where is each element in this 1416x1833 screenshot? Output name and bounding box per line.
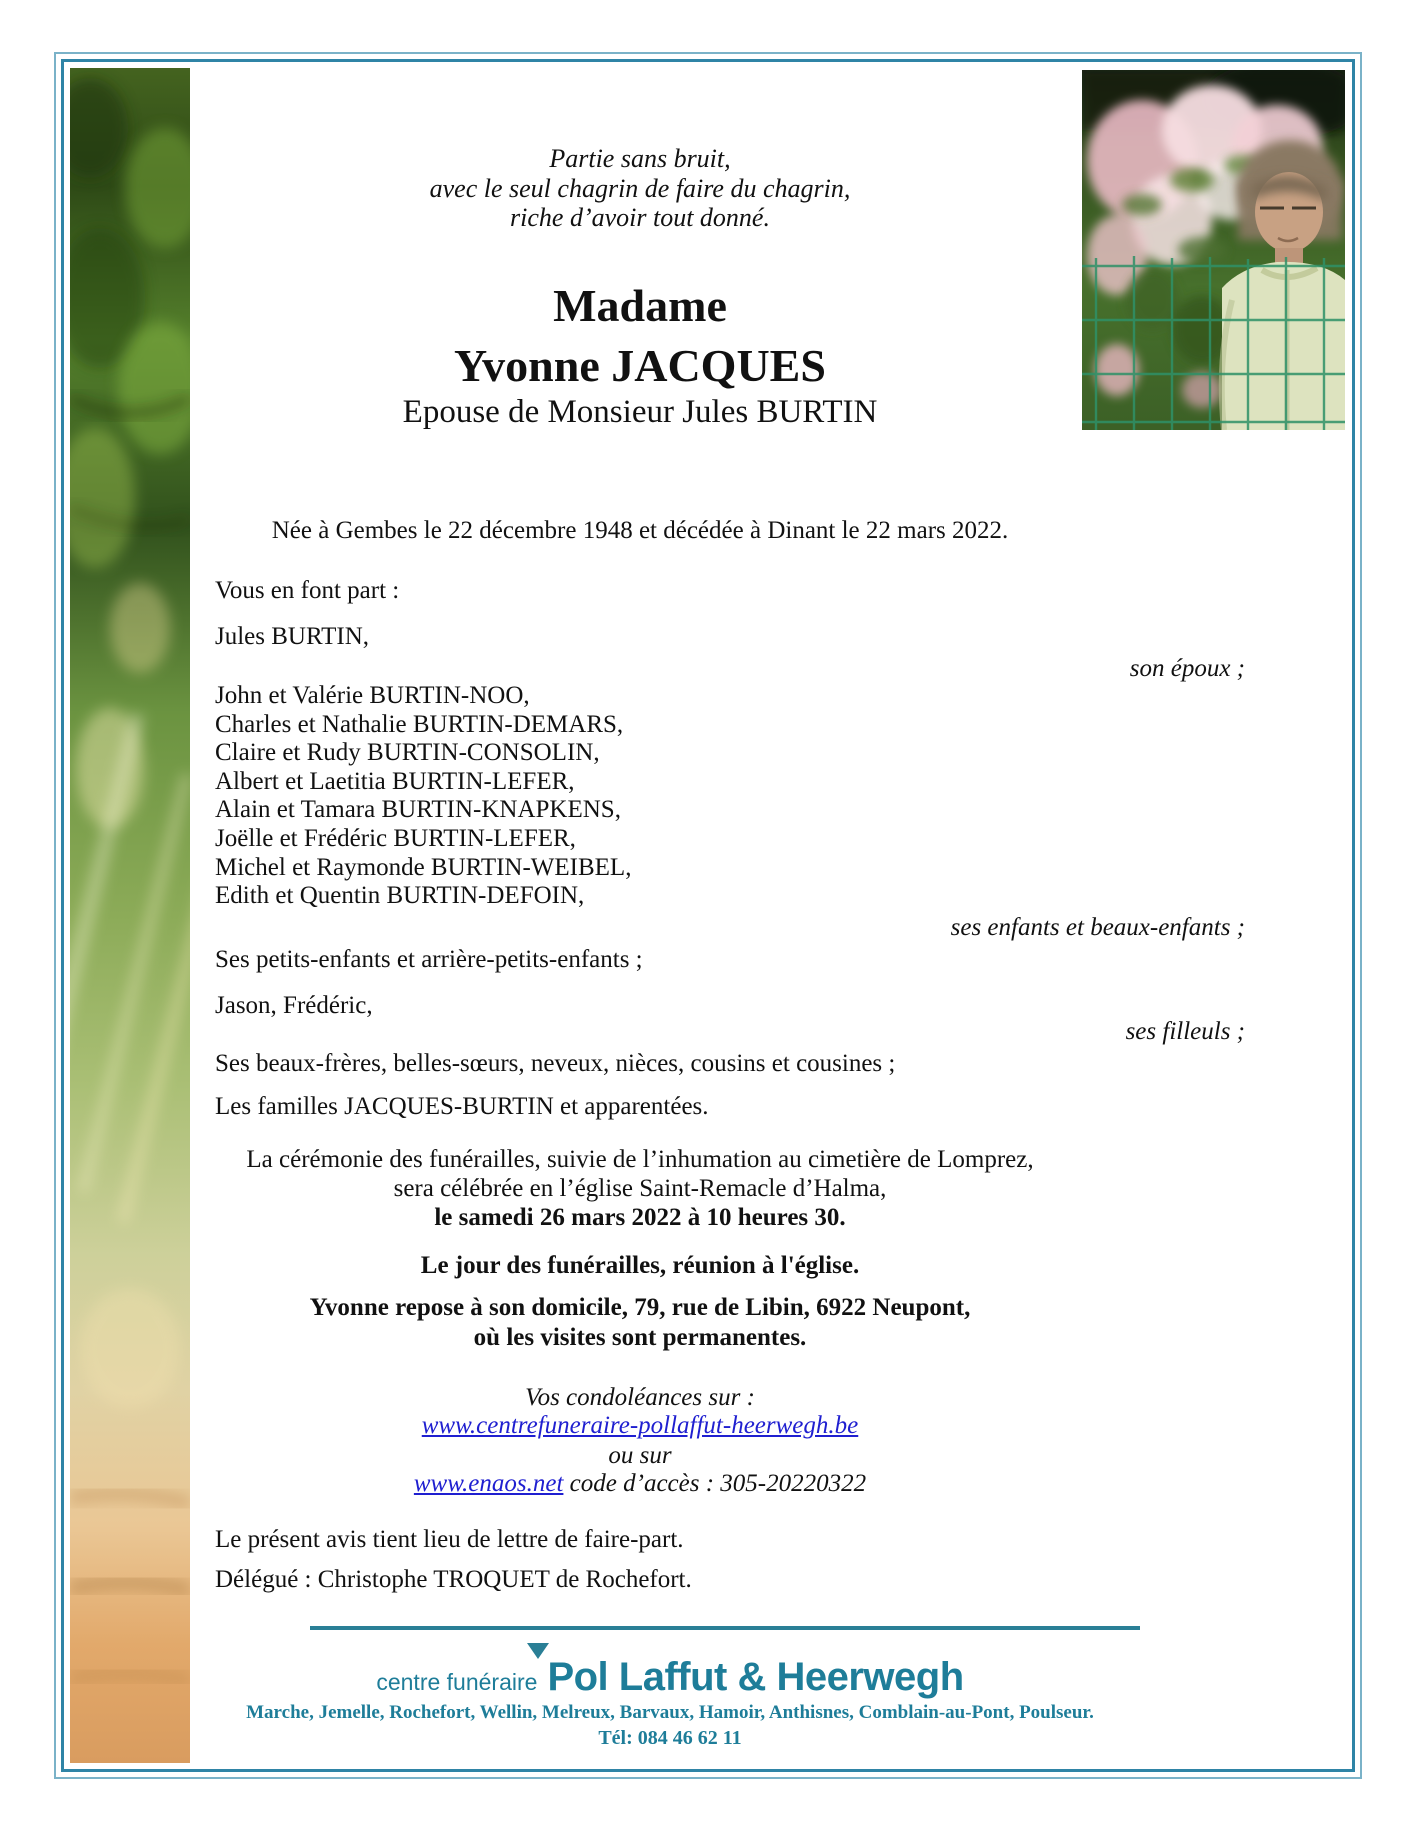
child-line: John et Valérie BURTIN-NOO, — [215, 682, 530, 709]
child-line: Edith et Quentin BURTIN-DEFOIN, — [215, 882, 585, 910]
repose-line-1: Yvonne repose à son domicile, 79, rue de Libin, 6922 Neupont, — [309, 1294, 971, 1321]
condolences-link2-row — [215, 1470, 1065, 1498]
child-line: Joëlle et Frédéric BURTIN-LEFER, — [215, 824, 576, 852]
epigraph-line: avec le seul chagrin de faire du chagrin, — [429, 173, 851, 203]
child-line: Albert et Laetitia BURTIN-LEFER, — [215, 767, 575, 795]
ceremony-line-1: La cérémonie des funérailles, suivie de l’inhumation au cimetière de Lomprez, — [246, 1146, 1034, 1173]
life-dates: Née à Gembes le 22 décembre 1948 et décédée à Dinant le 22 mars 2022. — [271, 517, 1009, 544]
forest-path-photo — [70, 68, 190, 1763]
footer-divider — [310, 1626, 1140, 1630]
brand-prefix: centre funéraire — [376, 1669, 538, 1695]
footer-phone: Tél: 084 46 62 11 — [598, 1727, 742, 1749]
delegate-line: Délégué : Christophe TROQUET de Rochefort. — [215, 1566, 692, 1593]
repose-line-2: où les visites sont permanentes. — [473, 1324, 807, 1351]
children-role: ses enfants et beaux-enfants ; — [950, 914, 1245, 941]
forest-path-illustration — [70, 68, 190, 1763]
condolences-link1-row — [215, 1412, 1065, 1440]
husband-role: son époux ; — [1129, 655, 1245, 682]
deceased-name: Yvonne JACQUES — [454, 340, 826, 391]
godsons-role: ses filleuls ; — [1125, 1018, 1245, 1045]
child-line: Claire et Rudy BURTIN-CONSOLIN, — [215, 739, 600, 767]
footer-locations: Marche, Jemelle, Rochefort, Wellin, Melreux, Barvaux, Hamoir, Anthisnes, Comblain-au-Pont, Poulseur. — [246, 1702, 1094, 1723]
child-line: Michel et Raymonde BURTIN-WEIBEL, — [215, 853, 632, 881]
funeral-home-logo — [215, 1655, 1125, 1700]
access-code: code d’accès : 305-20220322 — [563, 1470, 867, 1497]
spouse-line: Epouse de Monsieur Jules BURTIN — [402, 394, 878, 430]
notice-line: Le présent avis tient lieu de lettre de faire-part. — [215, 1526, 684, 1553]
funeral-home-website-link[interactable]: www.centrefuneraire-pollaffut-heerwegh.be — [421, 1412, 859, 1439]
portrait-illustration — [1082, 70, 1345, 430]
child-line: Alain et Tamara BURTIN-KNAPKENS, — [215, 796, 621, 824]
brand-name: Pol Laffut & Heerwegh — [547, 1655, 964, 1699]
in-laws-line: Ses beaux-frères, belles-sœurs, neveux, nièces, cousins et cousines ; — [215, 1050, 896, 1077]
epigraph-line: Partie sans bruit, — [549, 144, 731, 173]
ceremony-date: le samedi 26 mars 2022 à 10 heures 30. — [434, 1204, 846, 1231]
title-madame: Madame — [553, 280, 727, 331]
child-line: Charles et Nathalie BURTIN-DEMARS, — [215, 710, 624, 738]
grandchildren-line: Ses petits-enfants et arrière-petits-enfants ; — [215, 946, 643, 973]
ceremony-line-2: sera célébrée en l’église Saint-Remacle d’Halma, — [393, 1175, 887, 1202]
enaos-website-link[interactable]: www.enaos.net — [413, 1470, 564, 1497]
condolences-intro: Vos condoléances sur : — [525, 1384, 755, 1411]
epigraph — [215, 144, 1065, 233]
husband-name: Jules BURTIN, — [215, 623, 370, 650]
deceased-portrait-photo — [1082, 70, 1345, 430]
epigraph-line: riche d’avoir tout donné. — [510, 203, 770, 232]
meeting-line: Le jour des funérailles, réunion à l'église. — [420, 1252, 860, 1279]
intro-line: Vous en font part : — [215, 577, 400, 604]
families-line: Les familles JACQUES-BURTIN et apparentées. — [215, 1093, 709, 1120]
godsons-names: Jason, Frédéric, — [215, 992, 373, 1019]
children-list — [215, 682, 631, 911]
condolences-or: ou sur — [608, 1442, 672, 1469]
